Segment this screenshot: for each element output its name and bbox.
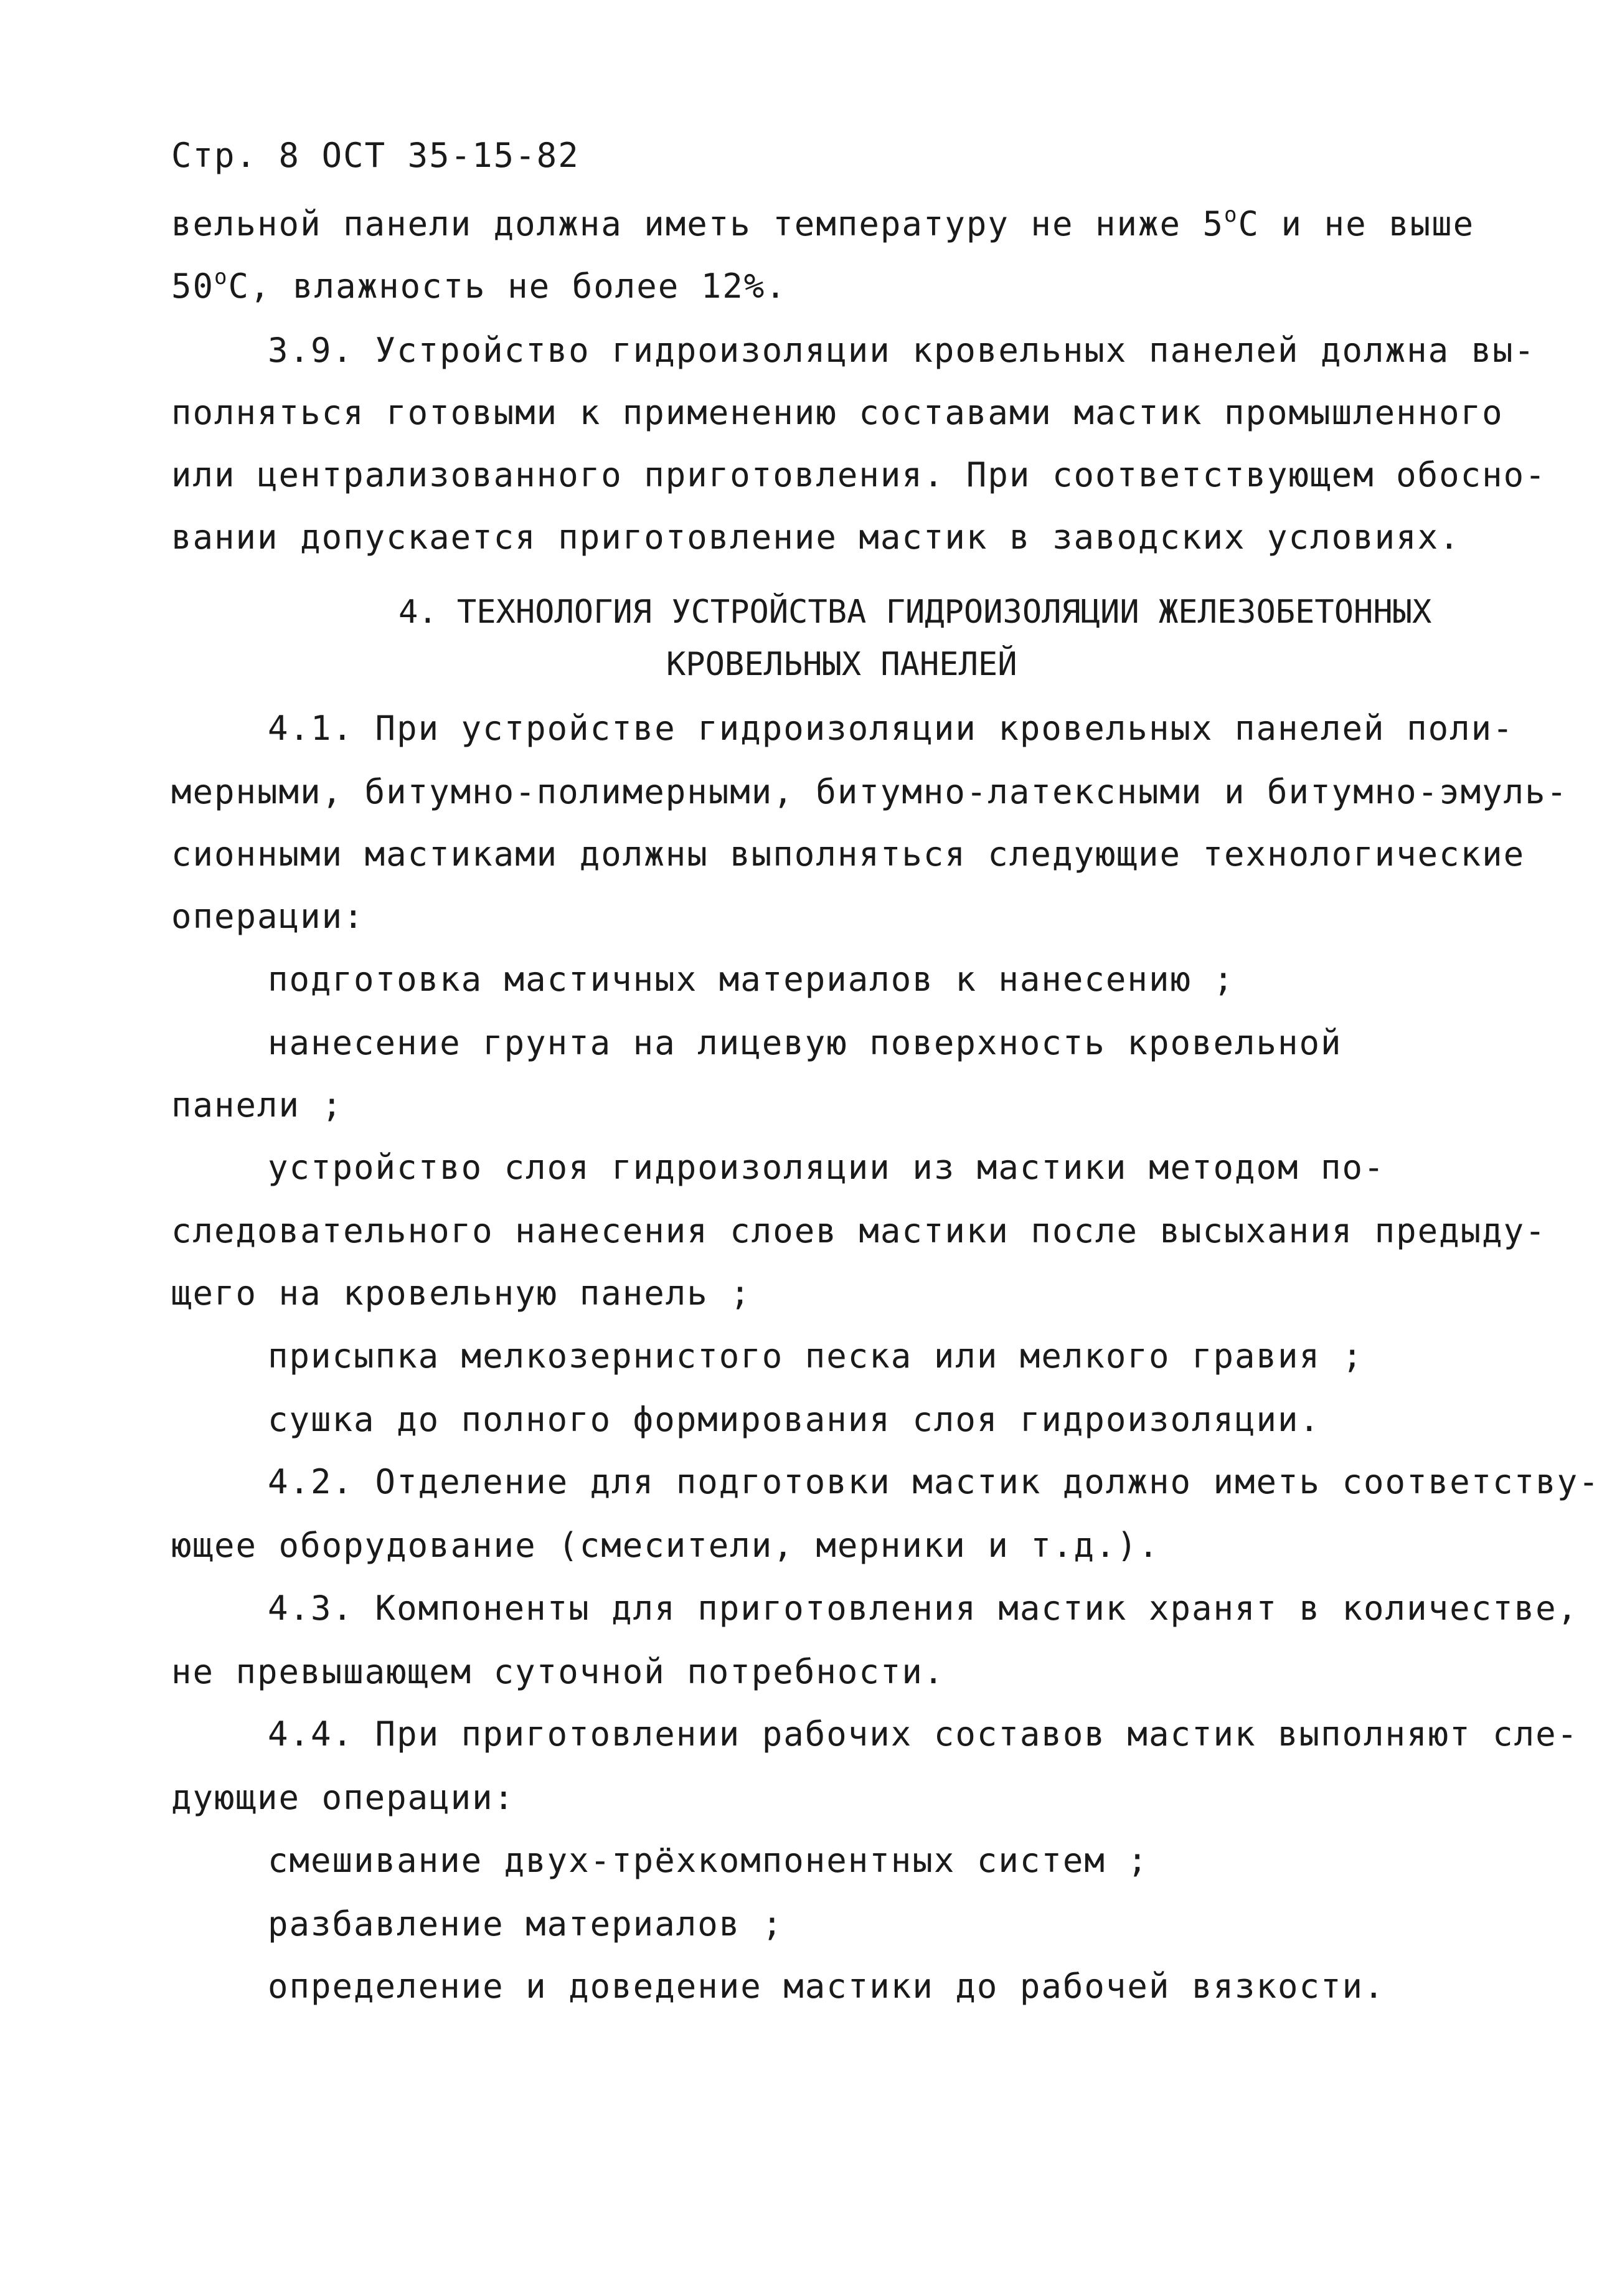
text-line: щего на кровельную панель ; (171, 1273, 752, 1313)
text-line: или централизованного приготовления. При соответствующем обосно- (171, 455, 1547, 494)
paragraph-4-4: 4.4. При приготовлении рабочих составов мастик выполняют сле- (268, 1714, 1579, 1754)
text-line: панели ; (171, 1085, 344, 1125)
text-line: ющее оборудование (смесители, мерники и т.д.). (171, 1526, 1160, 1565)
text-line: вании допускается приготовление мастик в заводских условиях. (171, 517, 1461, 557)
text-fragment: С, влажность не более 12%. (228, 267, 787, 306)
text-fragment: С и не выше (1238, 204, 1475, 243)
text-line: полняться готовыми к применению составами мастик промышленного (171, 393, 1504, 432)
list-item: подготовка мастичных материалов к нанесению ; (268, 960, 1235, 999)
list-item: разбавление материалов ; (268, 1904, 784, 1944)
text-line: не превышающем суточной потребности. (171, 1652, 945, 1691)
section-heading: 4. ТЕХНОЛОГИЯ УСТРОЙСТВА ГИДРОИЗОЛЯЦИИ ЖЕЛЕЗОБЕТОННЫХ (398, 593, 1432, 631)
paragraph-4-2: 4.2. Отделение для подготовки мастик должно иметь соответству- (268, 1462, 1600, 1501)
list-item: устройство слоя гидроизоляции из мастики методом по- (268, 1148, 1385, 1187)
text-line (171, 265, 787, 309)
text-fragment: вельной панели должна иметь температуру не ниже 5 (171, 204, 1225, 243)
text-line: сионными мастиками должны выполняться следующие технологические (171, 834, 1525, 874)
list-item: смешивание двух-трёхкомпонентных систем ; (268, 1841, 1149, 1880)
page-header: Стр. 8 ОСТ 35-15-82 (171, 136, 580, 175)
list-item: определение и доведение мастики до рабочей вязкости. (268, 1967, 1385, 2006)
list-item: нанесение грунта на лицевую поверхность кровельной (268, 1023, 1342, 1062)
degree-sign: о (1224, 202, 1238, 227)
paragraph-4-1: 4.1. При устройстве гидроизоляции кровельных панелей поли- (268, 709, 1514, 748)
list-item: сушка до полного формирования слоя гидроизоляции. (268, 1400, 1321, 1439)
degree-sign: о (214, 265, 229, 290)
section-heading-continued: КРОВЕЛЬНЫХ ПАНЕЛЕЙ (666, 646, 1017, 683)
text-line: операции: (171, 897, 365, 936)
paragraph-4-3: 4.3. Компоненты для приготовления мастик хранят в количестве, (268, 1589, 1579, 1628)
list-item: присыпка мелкозернистого песка или мелкого гравия ; (268, 1336, 1364, 1376)
text-line: мерными, битумно-полимерными, битумно-латексными и битумно-эмуль- (171, 772, 1568, 811)
text-fragment: 50 (171, 267, 215, 306)
text-line: следовательного нанесения слоев мастики после высыхания предыду- (171, 1211, 1547, 1250)
text-line: дующие операции: (171, 1778, 516, 1817)
text-line (171, 202, 1474, 247)
paragraph-3-9: 3.9. Устройство гидроизоляции кровельных панелей должна вы- (268, 331, 1536, 370)
